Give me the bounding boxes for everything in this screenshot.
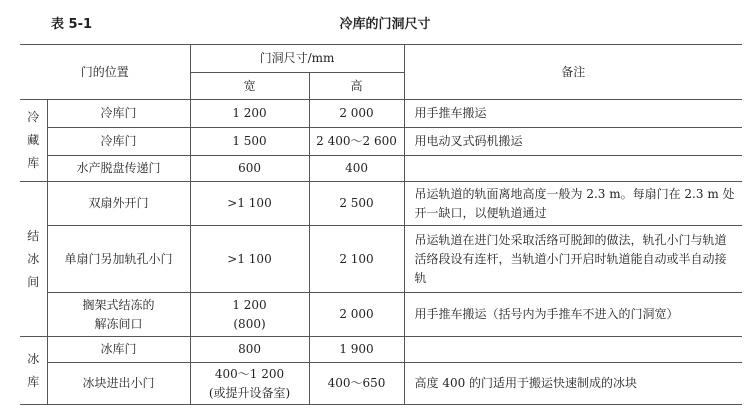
cell-height: 2 500	[309, 182, 404, 226]
cell-width: 800	[190, 337, 309, 363]
table-row	[20, 156, 742, 182]
cell-position: 搁架式结冻的 解冻间口	[47, 293, 190, 337]
cell-position: 冷库门	[47, 128, 190, 156]
cell-notes: 用电动叉式码机搬运	[404, 128, 742, 156]
col-notes: 备注	[404, 45, 742, 100]
cell-notes	[404, 337, 742, 363]
cell-width: >1 100	[190, 182, 309, 226]
table-row	[20, 293, 742, 337]
table-row	[20, 100, 742, 128]
cell-position: 双扇外开门	[47, 182, 190, 226]
table-row	[20, 128, 742, 156]
cell-height: 400～650	[309, 363, 404, 405]
table-header	[0, 0, 750, 40]
table-row	[20, 363, 742, 405]
table-title: 冷库的门洞尺寸	[339, 17, 431, 32]
group-ice-storage: 冰 库	[20, 337, 47, 405]
cell-height: 2 400～2 600	[309, 128, 404, 156]
table-row	[20, 337, 742, 363]
group-freezing-room: 结 冰 间	[20, 182, 47, 337]
cell-position: 冷库门	[47, 100, 190, 128]
cell-position: 冰库门	[47, 337, 190, 363]
table-number: 表 5-1	[51, 17, 93, 32]
cell-width: 1 200	[190, 100, 309, 128]
cell-position: 冰块进出小门	[47, 363, 190, 405]
door-size-table	[20, 44, 742, 405]
cell-width: 400～1 200 (或提升设备室)	[190, 363, 309, 405]
cell-height: 2 000	[309, 293, 404, 337]
group-cold-storage: 冷 藏 库	[20, 100, 47, 182]
cell-position: 水产脱盘传递门	[47, 156, 190, 182]
col-size-group: 门洞尺寸/mm	[190, 45, 404, 73]
col-position: 门的位置	[20, 45, 190, 100]
col-width: 宽	[190, 73, 309, 100]
cell-width: 600	[190, 156, 309, 182]
col-height: 高	[309, 73, 404, 100]
cell-width: 1 500	[190, 128, 309, 156]
header-row	[20, 45, 742, 73]
cell-notes: 高度 400 的门适用于搬运快速制成的冰块	[404, 363, 742, 405]
cell-notes: 吊运轨道在进门处采取活络可脱卸的做法，轨孔小门与轨道活络段设有连杆，当轨道小门开启时轨道能自动或半自动接轨	[404, 226, 742, 293]
cell-height: 1 900	[309, 337, 404, 363]
cell-position: 单扇门另加轨孔小门	[47, 226, 190, 293]
cell-width: >1 100	[190, 226, 309, 293]
cell-height: 2 000	[309, 100, 404, 128]
cell-width: 1 200 (800)	[190, 293, 309, 337]
table-row	[20, 226, 742, 293]
cell-height: 400	[309, 156, 404, 182]
table-row	[20, 182, 742, 226]
cell-notes: 用手推车搬运（括号内为手推车不进入的门洞宽）	[404, 293, 742, 337]
cell-notes	[404, 156, 742, 182]
cell-notes: 用手推车搬运	[404, 100, 742, 128]
cell-notes: 吊运轨道的轨面离地高度一般为 2.3 m。每扇门在 2.3 m 处开一缺口，以便轨道通过	[404, 182, 742, 226]
cell-height: 2 100	[309, 226, 404, 293]
